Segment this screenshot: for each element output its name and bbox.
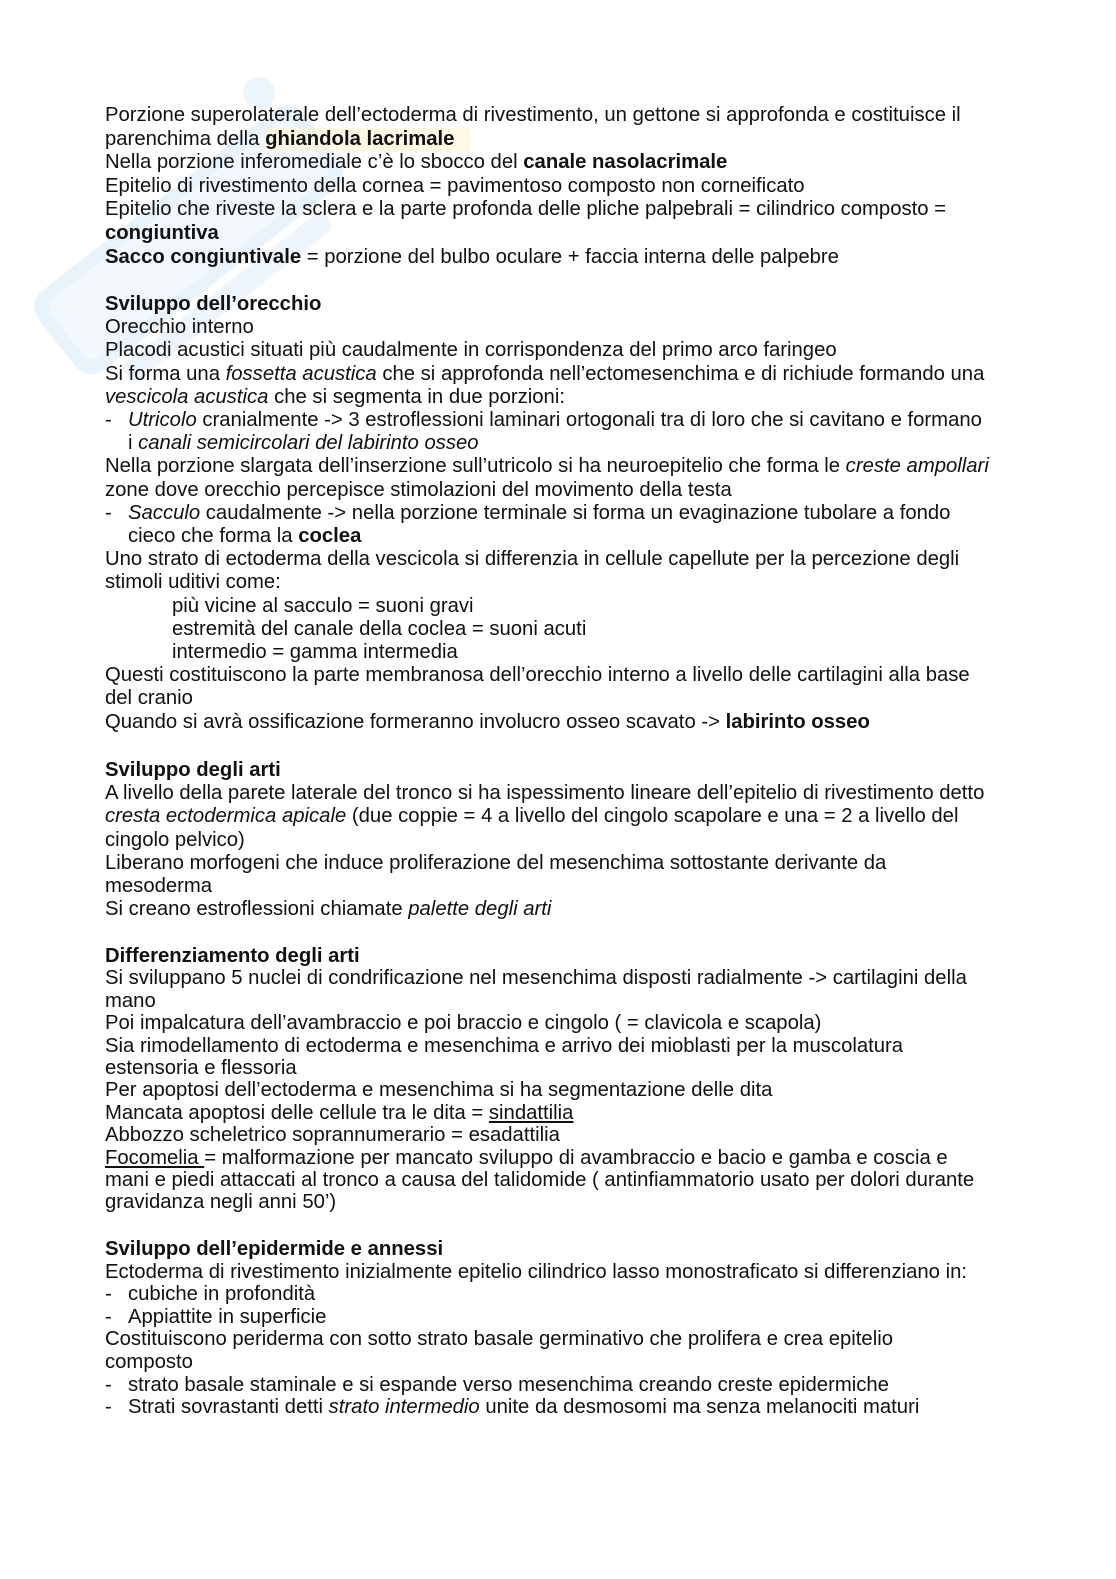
text-run: Per apoptosi dell’ectoderma e mesenchima si ha segmentazione delle dita bbox=[105, 1079, 773, 1102]
section-differenziamento bbox=[105, 945, 1110, 1214]
italic-term: Utricolo bbox=[128, 409, 197, 432]
bullet-marker: - bbox=[105, 1396, 112, 1419]
text-run: intermedio = gamma intermedia bbox=[172, 641, 458, 664]
text-run: Epitelio che riveste la sclera e la parte profonda delle pliche palpebrali = cilindrico composto = bbox=[105, 198, 947, 221]
italic-term: cresta ectodermica apicale bbox=[105, 805, 347, 828]
italic-term: palette degli arti bbox=[408, 898, 552, 921]
italic-term: strato intermedio bbox=[328, 1396, 480, 1419]
section-arti bbox=[105, 759, 1110, 921]
text-line bbox=[105, 1102, 1110, 1124]
bullet-item bbox=[105, 502, 1110, 525]
text-run: zone dove orecchio percepisce stimolazioni del movimento della testa bbox=[105, 478, 732, 501]
underlined-term: sindattilia bbox=[488, 1101, 574, 1124]
text-run: Poi impalcatura dell’avambraccio e poi braccio e cingolo ( = clavicola e scapola) bbox=[105, 1012, 822, 1035]
indented-line bbox=[105, 595, 1110, 618]
text-line bbox=[105, 711, 1110, 734]
text-line bbox=[105, 829, 1110, 852]
bullet-continuation bbox=[105, 525, 1110, 548]
text-run: Placodi acustici situati più caudalmente in corrispondenza del primo arco faringeo bbox=[105, 339, 837, 362]
text-run: Porzione superolaterale dell’ectoderma di rivestimento, un gettone si approfonda e costituisce il bbox=[105, 104, 961, 126]
text-run: Orecchio interno bbox=[105, 316, 254, 339]
bullet-item bbox=[105, 1374, 1110, 1397]
section-epidermide bbox=[105, 1238, 1110, 1419]
text-line bbox=[105, 1012, 1110, 1034]
italic-term: vescicola acustica bbox=[105, 385, 269, 408]
bullet-marker: - bbox=[105, 1373, 112, 1396]
bullet-marker: - bbox=[105, 409, 112, 432]
text-run: Nella porzione slargata dell’inserzione sull’utricolo si ha neuroepitelio che forma le bbox=[105, 455, 846, 478]
text-line bbox=[105, 1351, 1110, 1374]
italic-term: Sacculo bbox=[128, 501, 201, 524]
underlined-term: Focomelia bbox=[105, 1146, 205, 1169]
text-run: estremità del canale della coclea = suoni acuti bbox=[172, 617, 587, 640]
text-line bbox=[105, 104, 1110, 128]
section-heading: Sviluppo degli arti bbox=[105, 759, 281, 781]
indented-line bbox=[105, 641, 1110, 664]
text-run: che si approfonda nell’ectomesenchima e di richiude formando una bbox=[376, 362, 985, 385]
text-run: Epitelio di rivestimento della cornea = pavimentoso composto non corneificato bbox=[105, 174, 805, 197]
text-run: estensoria e flessoria bbox=[105, 1057, 297, 1080]
text-run: Liberano morfogeni che induce proliferazione del mesenchima sottostante derivante da bbox=[105, 851, 887, 874]
text-line bbox=[105, 990, 1110, 1012]
text-run: Strati sovrastanti detti bbox=[128, 1396, 329, 1419]
text-run: caudalmente -> nella porzione terminale si forma un evaginazione tubolare a fondo bbox=[200, 501, 951, 524]
text-run: parenchima della bbox=[105, 127, 266, 150]
bold-term: Sacco congiuntivale bbox=[105, 245, 302, 268]
indented-line bbox=[105, 618, 1110, 641]
text-run: composto bbox=[105, 1350, 193, 1373]
text-line bbox=[105, 1124, 1110, 1146]
text-line bbox=[105, 151, 1110, 175]
text-line bbox=[105, 198, 1110, 222]
text-run: strato basale staminale e si espande verso mesenchima creando creste epidermiche bbox=[128, 1373, 889, 1396]
text-line bbox=[105, 175, 1110, 199]
text-line bbox=[105, 967, 1110, 989]
text-line bbox=[105, 1057, 1110, 1079]
text-line bbox=[105, 548, 1110, 571]
text-line bbox=[105, 782, 1110, 805]
text-line bbox=[105, 222, 1110, 246]
text-line bbox=[105, 1261, 1110, 1284]
text-run: mano bbox=[105, 989, 156, 1012]
text-run: Costituiscono periderma con sotto strato basale germinativo che prolifera e crea epitelio bbox=[105, 1328, 893, 1351]
section-orecchio bbox=[105, 293, 1110, 734]
text-run: mani e piedi attaccati al tronco a causa del talidomide ( antinfiammatorio usato per dolori durante bbox=[105, 1169, 975, 1192]
text-run: i bbox=[128, 432, 139, 455]
bullet-continuation bbox=[105, 432, 1110, 455]
text-line bbox=[105, 664, 1110, 687]
bullet-marker: - bbox=[105, 1305, 112, 1328]
text-run: Appiattite in superficie bbox=[128, 1305, 327, 1328]
text-run: Quando si avrà ossificazione formeranno involucro osseo scavato -> bbox=[105, 710, 726, 733]
italic-term: canali semicircolari del labirinto osseo bbox=[138, 432, 479, 455]
text-run: Sia rimodellamento di ectoderma e mesenchima e arrivo dei mioblasti per la muscolatura bbox=[105, 1034, 904, 1057]
text-run: (due coppie = 4 a livello del cingolo scapolare e una = 2 a livello del bbox=[346, 805, 959, 828]
text-run: = malformazione per mancato sviluppo di avambraccio e bacio e gamba e coscia e bbox=[204, 1146, 948, 1169]
text-line bbox=[105, 852, 1110, 875]
text-line bbox=[105, 455, 1110, 478]
bold-term: canale nasolacrimale bbox=[523, 151, 728, 174]
text-line bbox=[105, 687, 1110, 710]
text-run: che si segmenta in due porzioni: bbox=[268, 385, 565, 408]
italic-term: creste ampollari bbox=[845, 455, 989, 478]
bullet-item bbox=[105, 409, 1110, 432]
text-run: mesoderma bbox=[105, 875, 213, 898]
section-heading: Sviluppo dell’orecchio bbox=[105, 293, 322, 315]
text-line bbox=[105, 386, 1110, 409]
text-line bbox=[105, 246, 1110, 270]
text-line bbox=[105, 1328, 1110, 1351]
text-line bbox=[105, 1169, 1110, 1191]
bold-term: ghiandola lacrimale bbox=[265, 127, 455, 150]
text-run: cranialmente -> 3 estroflessioni laminari ortogonali tra di loro che si cavitano e formano bbox=[196, 409, 982, 432]
bold-term: congiuntiva bbox=[105, 221, 219, 244]
text-line bbox=[105, 1147, 1110, 1169]
text-run: Si sviluppano 5 nuclei di condrificazione nel mesenchima disposti radialmente -> cartilagini della bbox=[105, 967, 967, 990]
text-run: A livello della parete laterale del tronco si ha ispessimento lineare dell’epitelio di rivestimento detto bbox=[105, 782, 985, 805]
text-line bbox=[105, 1035, 1110, 1057]
bold-term: labirinto osseo bbox=[725, 710, 870, 733]
text-run: più vicine al sacculo = suoni gravi bbox=[172, 594, 474, 617]
text-line bbox=[105, 479, 1110, 502]
text-run: Uno strato di ectoderma della vescicola si differenzia in cellule capellute per la percezione degli bbox=[105, 548, 960, 571]
italic-term: fossetta acustica bbox=[225, 362, 377, 385]
text-line bbox=[105, 898, 1110, 921]
text-run: Si forma una bbox=[105, 362, 226, 385]
bullet-item bbox=[105, 1283, 1110, 1306]
section-heading: Differenziamento degli arti bbox=[105, 945, 360, 967]
text-line bbox=[105, 128, 1110, 152]
text-line bbox=[105, 316, 1110, 339]
text-line bbox=[105, 571, 1110, 594]
text-run: unite da desmosomi ma senza melanociti maturi bbox=[479, 1396, 920, 1419]
bullet-item bbox=[105, 1396, 1110, 1419]
text-line bbox=[105, 1079, 1110, 1101]
text-line bbox=[105, 363, 1110, 386]
text-line bbox=[105, 339, 1110, 362]
bullet-item bbox=[105, 1306, 1110, 1329]
text-run: cingolo pelvico) bbox=[105, 828, 245, 851]
bullet-marker: - bbox=[105, 1283, 112, 1306]
text-run: stimoli uditivi come: bbox=[105, 571, 281, 594]
bullet-marker: - bbox=[105, 501, 112, 524]
text-run: Questi costituiscono la parte membranosa dell’orecchio interno a livello delle cartilagini alla base bbox=[105, 664, 970, 687]
text-run: Mancata apoptosi delle cellule tra le dita = bbox=[105, 1101, 489, 1124]
text-run: Abbozzo scheletrico soprannumerario = esadattilia bbox=[105, 1124, 560, 1147]
text-line bbox=[105, 805, 1110, 828]
text-run: Si creano estroflessioni chiamate bbox=[105, 898, 409, 921]
text-run: cieco che forma la bbox=[128, 525, 299, 548]
text-run: cubiche in profondità bbox=[128, 1283, 316, 1306]
text-line bbox=[105, 1191, 1110, 1213]
text-run: Ectoderma di rivestimento inizialmente epitelio cilindrico lasso monostraficato si differenziano in: bbox=[105, 1260, 967, 1283]
section-intro bbox=[105, 104, 1110, 269]
section-heading: Sviluppo dell’epidermide e annessi bbox=[105, 1238, 444, 1260]
text-run: del cranio bbox=[105, 687, 193, 710]
bold-term: coclea bbox=[298, 525, 362, 548]
text-run: = porzione del bulbo oculare + faccia interna delle palpebre bbox=[301, 245, 839, 268]
text-line bbox=[105, 875, 1110, 898]
text-run: gravidanza negli anni 50’) bbox=[105, 1191, 337, 1214]
text-run: Nella porzione inferomediale c’è lo sbocco del bbox=[105, 151, 524, 174]
